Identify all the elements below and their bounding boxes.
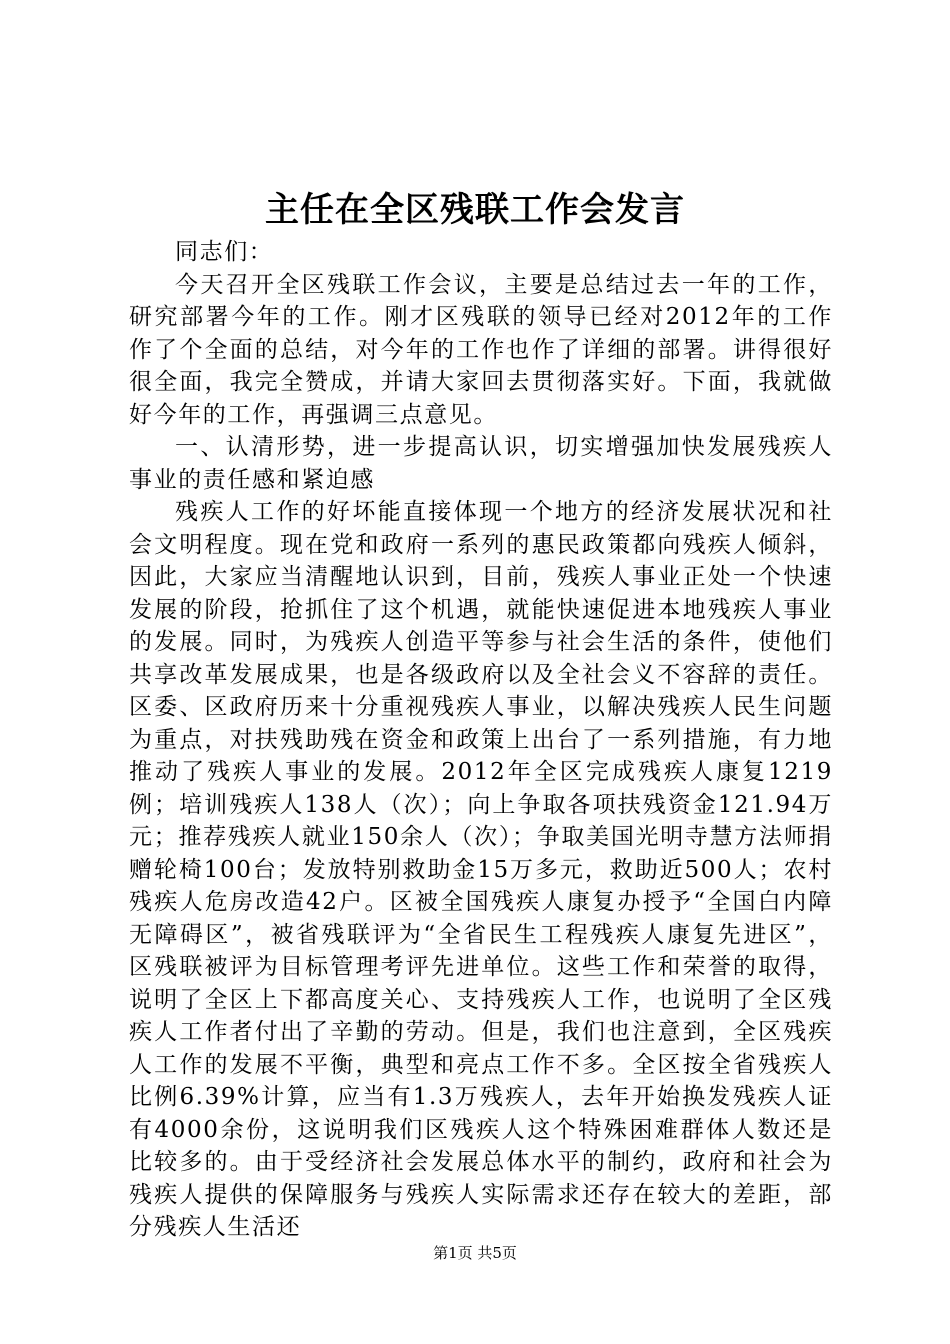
document-body [129,236,833,1244]
page-number-footer: 第1页 共5页 [433,1244,517,1262]
salutation-paragraph: 同志们： [175,239,274,265]
body-paragraph: 残疾人工作的好坏能直接体现一个地方的经济发展状况和社会文明程度。现在党和政府一系列的惠民政策都向残疾人倾斜，因此，大家应当清醒地认识到，目前，残疾人事业正处一个快速发展的阶段，抢抓住了这个机遇，就能快速促进本地残疾人事业的发展。同时，为残疾人创造平等参与社会生活的条件，使他们共享改革发展成果，也是各级政府以及全社会义不容辞的责任。区委、区政府历来十分重视残疾人事业，以解决残疾人民生问题为重点，对扶残助残在资金和政策上出台了一系列措施，有力地推动了残疾人事业的发展。2012年全区完成残疾人康复1219例；培训残疾人138人（次）；向上争取各项扶残资金121.94万元；推荐残疾人就业150余人（次）；争取美国光明寺慧方法师捐赠轮椅100台；发放特别救助金15万多元，救助近500人；农村残疾人危房改造42户。区被全国残疾人康复办授予“全国白内障无障碍区”，被省残联评为“全省民生工程残疾人康复先进区”，区残联被评为目标管理考评先进单位。这些工作和荣誉的取得，说明了全区上下都高度关心、支持残疾人工作，也说明了全区残疾人工作者付出了辛勤的劳动。但是，我们也注意到，全区残疾人工作的发展不平衡，典型和亮点工作不多。全区按全省残疾人比例6.39%计算，应当有1.3万残疾人，去年开始换发残疾人证有4000余份，这说明我们区残疾人这个特殊困难群体人数还是比较多的。由于受经济社会发展总体水平的制约，政府和社会为残疾人提供的保障服务与残疾人实际需求还存在较大的差距，部分残疾人生活还 [129,499,833,1240]
intro-paragraph: 今天召开全区残联工作会议，主要是总结过去一年的工作，研究部署今年的工作。刚才区残联的领导已经对2012年的工作作了个全面的总结，对今年的工作也作了详细的部署。讲得很好很全面，我完全赞成，并请大家回去贯彻落实好。下面，我就做好今年的工作，再强调三点意见。 [129,271,833,428]
document-title: 主任在全区残联工作会发言 [265,190,685,230]
section-heading: 一、认清形势，进一步提高认识，切实增强加快发展残疾人事业的责任感和紧迫感 [129,434,833,493]
